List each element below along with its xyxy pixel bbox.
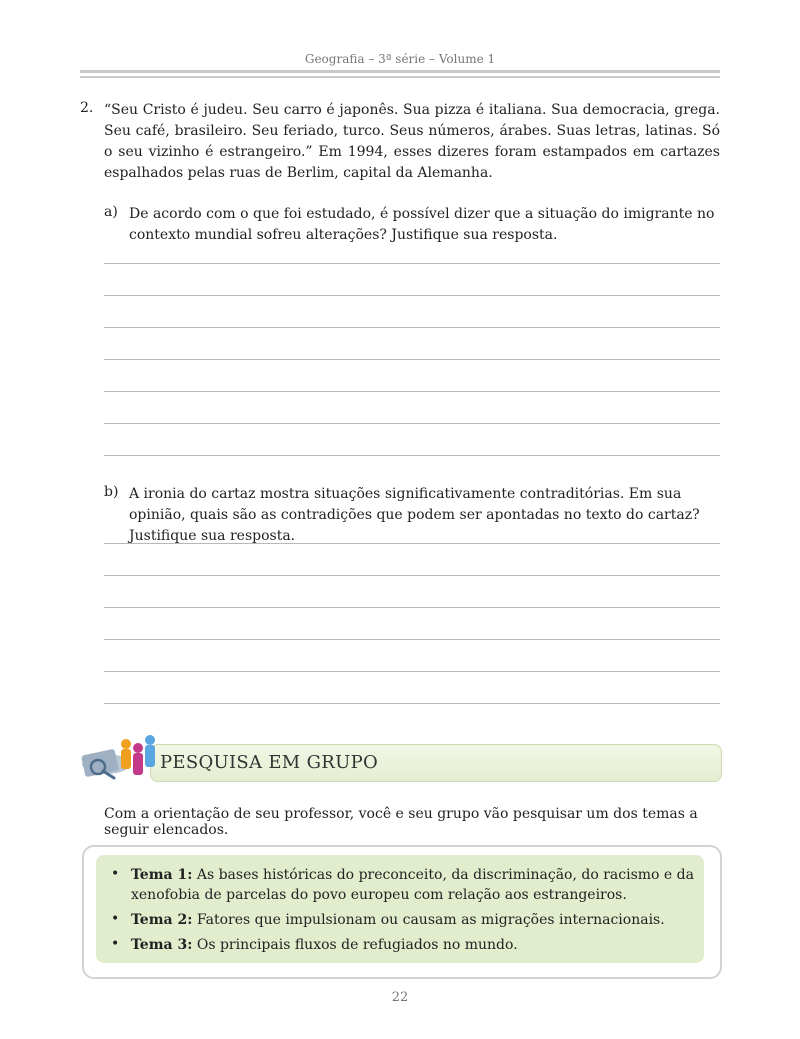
answer-line[interactable]	[104, 455, 720, 456]
topic-item	[131, 910, 697, 930]
running-header: Geografia – 3ª série – Volume 1	[304, 52, 496, 66]
group-research-intro: Com a orientação de seu professor, você e seu grupo vão pesquisar um dos temas a seguir elencados.	[104, 806, 698, 838]
bullet: •	[111, 911, 120, 927]
answer-line[interactable]	[104, 295, 720, 296]
answer-line[interactable]	[104, 263, 720, 264]
topic-label: Tema 1:	[131, 867, 193, 883]
bullet: •	[111, 866, 120, 882]
bullet: •	[111, 936, 120, 952]
answer-line[interactable]	[104, 703, 720, 704]
answer-line[interactable]	[104, 327, 720, 328]
topic-text: As bases históricas do preconceito, da discriminação, do racismo e da xenofobia de parcelas do povo europeu com relação aos estrangeiros.	[131, 867, 694, 903]
topic-label: Tema 2:	[131, 912, 193, 928]
topic-text: Os principais fluxos de refugiados no mundo.	[192, 937, 518, 953]
group-research-icon	[80, 734, 162, 782]
group-research-title: PESQUISA EM GRUPO	[160, 752, 379, 773]
answer-line[interactable]	[104, 543, 720, 544]
topic-item	[131, 865, 697, 905]
answer-line[interactable]	[104, 607, 720, 608]
item-a-text: De acordo com o que foi estudado, é possível dizer que a situação do imigrante no contexto mundial sofreu alterações? Justifique sua resposta.	[129, 206, 715, 243]
item-b-label: b)	[104, 484, 119, 500]
answer-line[interactable]	[104, 671, 720, 672]
topic-item	[131, 935, 697, 955]
answer-line[interactable]	[104, 639, 720, 640]
answer-line[interactable]	[104, 423, 720, 424]
topic-label: Tema 3:	[131, 937, 193, 953]
answer-line[interactable]	[104, 575, 720, 576]
page-number: 22	[391, 990, 409, 1005]
question-text: “Seu Cristo é judeu. Seu carro é japonês. Sua pizza é italiana. Sua democracia, grega. Seu café, brasileiro. Seu feriado, turco. Seus números, árabes. Suas letras, latinas. Só o seu vizinho é estrangeiro.” Em 1994, esses dizeres foram estampados em cartazes espalhados pelas ruas de Berlim, capital da Alemanha.	[104, 102, 720, 181]
answer-line[interactable]	[104, 359, 720, 360]
item-b-text: A ironia do cartaz mostra situações significativamente contraditórias. Em sua opinião, quais são as contradições que podem ser apontadas no texto do cartaz? Justifique sua resposta.	[129, 486, 700, 544]
answer-line[interactable]	[104, 391, 720, 392]
topic-text: Fatores que impulsionam ou causam as migrações internacionais.	[192, 912, 665, 928]
question-number: 2.	[80, 100, 94, 116]
item-a-label: a)	[104, 204, 118, 220]
